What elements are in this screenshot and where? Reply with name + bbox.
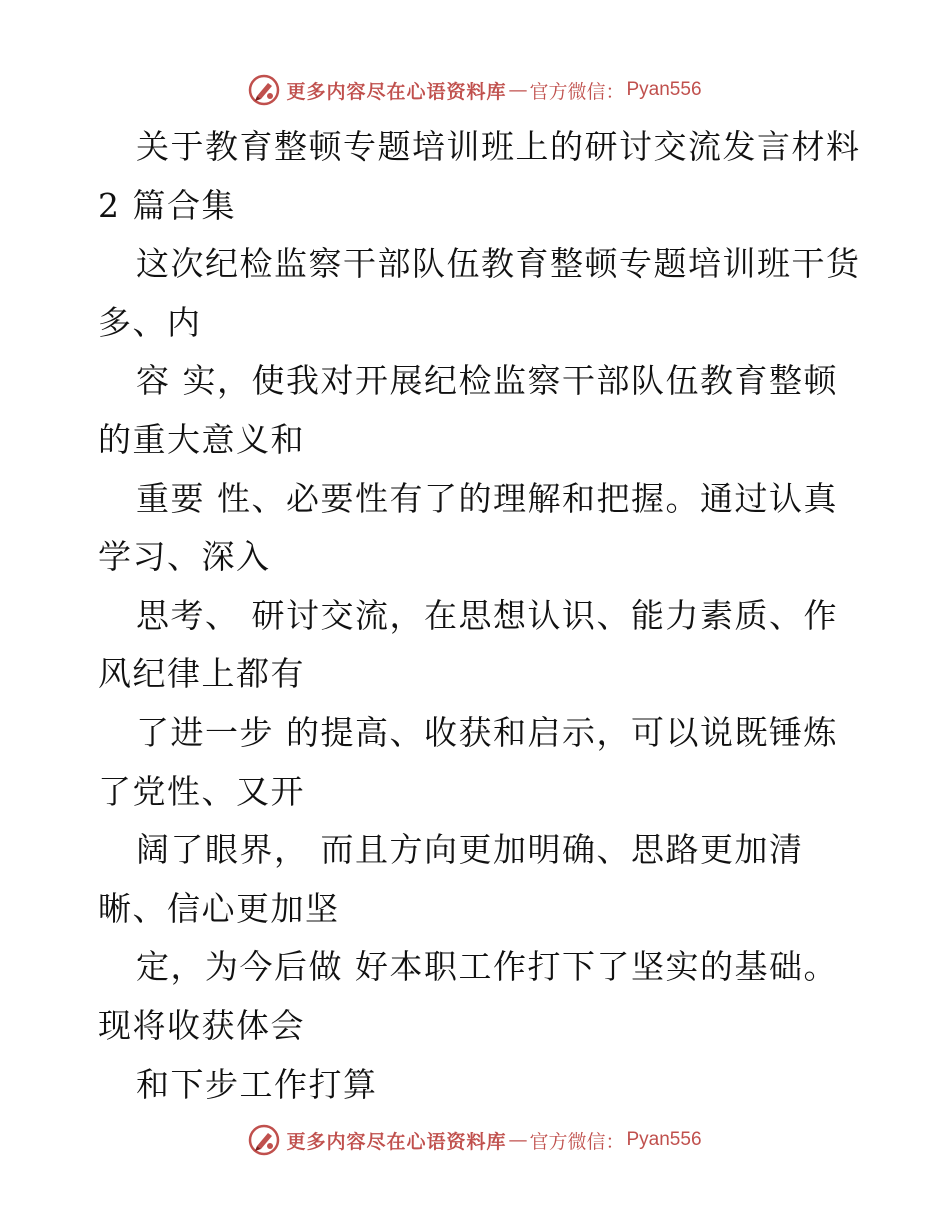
doc-line: 了党性、又开 [98, 771, 305, 811]
doc-line: 定，为今后做 好本职工作打下了坚实的基础。 [136, 947, 838, 987]
document-body [98, 118, 861, 1114]
doc-line: 的重大意义和 [98, 419, 305, 459]
doc-line: 风纪律上都有 [98, 654, 305, 694]
doc-line: 了进一步 的提高、收获和启示，可以说既锤炼 [136, 712, 838, 752]
header-banner [0, 70, 950, 110]
doc-line: 阔了眼界， 而且方向更加明确、思路更加清 [136, 830, 804, 870]
banner-wechat-label: 官方微信： [529, 1130, 625, 1153]
banner-wechat-id: Pyan556 [626, 79, 702, 100]
doc-line: 和下步工作打算 [136, 1064, 378, 1104]
doc-line: 重要 性、必要性有了的理解和把握。通过认真 [136, 478, 838, 518]
doc-line: 学习、深入 [98, 537, 271, 577]
banner-site-text: 更多内容尽在心语资料库 [286, 1130, 507, 1153]
doc-line: 多、内 [98, 302, 202, 342]
doc-line: 现将收获体会 [98, 1005, 305, 1045]
banner-dash: — [508, 1129, 528, 1151]
doc-line: 容 实，使我对开展纪检监察干部队伍教育整顿 [136, 361, 838, 401]
doc-line: 思考、 研讨交流，在思想认识、能力素质、作 [136, 595, 838, 635]
banner-dash: — [508, 79, 528, 101]
doc-title-line-2: 2 篇合集 [98, 185, 236, 225]
footer-banner [0, 1120, 950, 1160]
pen-logo-icon [248, 74, 280, 106]
banner-site-text: 更多内容尽在心语资料库 [286, 80, 507, 103]
banner-wechat-label: 官方微信： [529, 80, 625, 103]
doc-title-line-1: 关于教育整顿专题培训班上的研讨交流发言材料 [136, 127, 861, 166]
doc-line: 晰、信心更加坚 [98, 888, 340, 928]
pen-logo-icon [248, 1124, 280, 1156]
doc-line: 这次纪检监察干部队伍教育整顿专题培训班干货 [136, 244, 861, 284]
banner-wechat-id: Pyan556 [626, 1129, 702, 1150]
